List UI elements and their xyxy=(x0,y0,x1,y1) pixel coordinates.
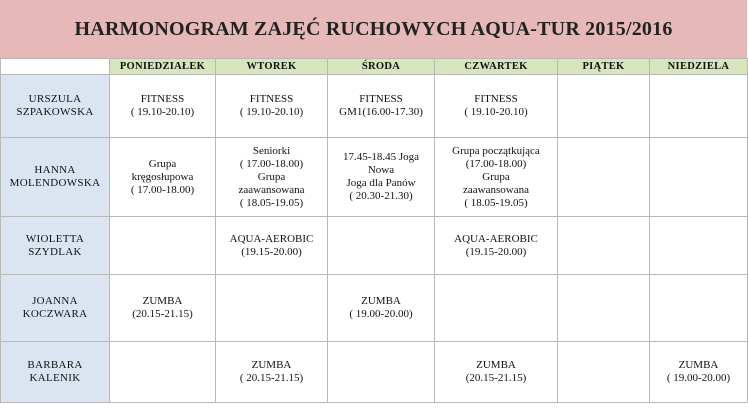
class-slot-cell xyxy=(110,275,216,342)
empty-slot-cell xyxy=(558,75,650,138)
class-slot-line: (20.15-21.15) xyxy=(465,372,527,384)
class-slot-line: FITNESS xyxy=(474,93,518,105)
table-row xyxy=(1,138,748,217)
class-slot-line: Seniorki xyxy=(252,144,291,157)
class-slot-line: FITNESS xyxy=(140,93,185,105)
class-slot-line: GM1(16.00-17.30) xyxy=(339,106,423,118)
instructor-name-line: URSZULA xyxy=(28,93,82,105)
class-slot-cell xyxy=(216,342,328,403)
empty-slot-cell xyxy=(558,275,650,342)
empty-slot-cell xyxy=(435,275,558,342)
class-slot-line: ZUMBA xyxy=(251,359,292,371)
class-slot-line: zaawansowana xyxy=(463,183,529,196)
instructor-name-line: JOANNA xyxy=(32,295,78,307)
class-slot-line: ZUMBA xyxy=(678,359,719,371)
table-row xyxy=(1,217,748,275)
class-slot-cell xyxy=(216,217,328,275)
empty-slot-cell xyxy=(328,342,435,403)
class-slot-cell xyxy=(110,75,216,138)
empty-slot-cell xyxy=(110,217,216,275)
class-slot-line: ZUMBA xyxy=(142,295,183,307)
class-slot-line: ZUMBA xyxy=(476,359,516,371)
header-corner-cell xyxy=(1,59,110,75)
class-slot-line: ( 19.10-20.10) xyxy=(464,106,528,118)
day-header-tuesday: WTOREK xyxy=(216,59,328,75)
class-slot-line: ( 19.00-20.00) xyxy=(349,308,413,320)
class-slot-line: ( 19.10-20.10) xyxy=(130,106,195,118)
instructor-name-cell xyxy=(1,138,110,217)
empty-slot-cell xyxy=(558,138,650,217)
class-slot-cell xyxy=(435,342,558,403)
schedule-table xyxy=(0,58,748,403)
class-slot-line: ( 18.05-19.05) xyxy=(239,196,304,209)
class-slot-line: ( 19.10-20.10) xyxy=(239,106,304,118)
instructor-name-cell xyxy=(1,342,110,403)
class-slot-line: Grupa xyxy=(482,170,510,183)
day-header-sunday: NIEDZIELA xyxy=(650,59,748,75)
class-slot-line: Grupa xyxy=(257,170,286,183)
class-slot-line: Joga dla Panów xyxy=(346,177,416,189)
class-slot-line: FITNESS xyxy=(359,93,403,105)
class-slot-cell xyxy=(650,342,748,403)
class-slot-cell xyxy=(328,75,435,138)
day-header-row xyxy=(1,59,748,75)
empty-slot-cell xyxy=(110,342,216,403)
table-row xyxy=(1,75,748,138)
class-slot-cell xyxy=(328,138,435,217)
empty-slot-cell xyxy=(650,75,748,138)
day-header-monday: PONIEDZIAŁEK xyxy=(110,59,216,75)
empty-slot-cell xyxy=(650,138,748,217)
class-slot-line: ( 17.00-18.00) xyxy=(239,157,304,170)
instructor-name-line: BARBARA xyxy=(27,359,83,371)
instructor-name-line: WIOLETTA xyxy=(25,232,85,245)
class-slot-line: zaawansowana xyxy=(238,183,305,196)
class-slot-line: 17.45-18.45 Joga xyxy=(342,151,420,163)
instructor-name-line: SZPAKOWSKA xyxy=(16,106,94,118)
class-slot-line: ( 20.30-21.30) xyxy=(349,190,413,202)
class-slot-line: Grupa początkująca xyxy=(452,144,540,157)
class-slot-line: Grupa xyxy=(148,157,177,170)
empty-slot-cell xyxy=(650,217,748,275)
day-header-thursday: CZWARTEK xyxy=(435,59,558,75)
instructor-name-line: HANNA xyxy=(34,164,76,176)
class-slot-line: ( 20.15-21.15) xyxy=(239,372,304,384)
empty-slot-cell xyxy=(328,217,435,275)
class-slot-line: (19.15-20.00) xyxy=(465,245,527,258)
class-slot-cell xyxy=(435,138,558,217)
class-slot-line: AQUA-AEROBIC xyxy=(454,232,538,245)
instructor-name-line: KOCZWARA xyxy=(22,308,88,320)
class-slot-line: ( 18.05-19.05) xyxy=(464,196,528,209)
day-header-friday: PIĄTEK xyxy=(558,59,650,75)
empty-slot-cell xyxy=(558,217,650,275)
day-header-wednesday: ŚRODA xyxy=(328,59,435,75)
table-row xyxy=(1,275,748,342)
class-slot-line: Nowa xyxy=(367,164,395,176)
instructor-name-cell xyxy=(1,275,110,342)
instructor-name-line: KALENIK xyxy=(29,372,81,384)
class-slot-cell xyxy=(328,275,435,342)
class-slot-line: ( 19.00-20.00) xyxy=(666,372,731,384)
instructor-name-cell xyxy=(1,75,110,138)
empty-slot-cell xyxy=(558,342,650,403)
class-slot-cell xyxy=(216,75,328,138)
class-slot-line: (17.00-18.00) xyxy=(465,157,527,170)
instructor-name-line: SZYDLAK xyxy=(28,245,82,258)
class-slot-cell xyxy=(435,217,558,275)
class-slot-line: AQUA-AEROBIC xyxy=(229,232,314,245)
instructor-name-line: MOLENDOWSKA xyxy=(9,177,101,189)
table-row xyxy=(1,342,748,403)
instructor-name-cell xyxy=(1,217,110,275)
empty-slot-cell xyxy=(650,275,748,342)
schedule-title: HARMONOGRAM ZAJĘĆ RUCHOWYCH AQUA-TUR 2015/2016 xyxy=(0,0,747,59)
class-slot-line: ZUMBA xyxy=(361,295,401,307)
class-slot-line: (19.15-20.00) xyxy=(241,245,302,258)
class-slot-line: ( 17.00-18.00) xyxy=(130,183,195,196)
class-slot-cell xyxy=(435,75,558,138)
class-slot-cell xyxy=(216,138,328,217)
class-slot-line: FITNESS xyxy=(249,93,294,105)
empty-slot-cell xyxy=(216,275,328,342)
class-slot-cell xyxy=(110,138,216,217)
class-slot-line: kręgosłupowa xyxy=(131,170,194,183)
class-slot-line: (20.15-21.15) xyxy=(132,308,193,320)
